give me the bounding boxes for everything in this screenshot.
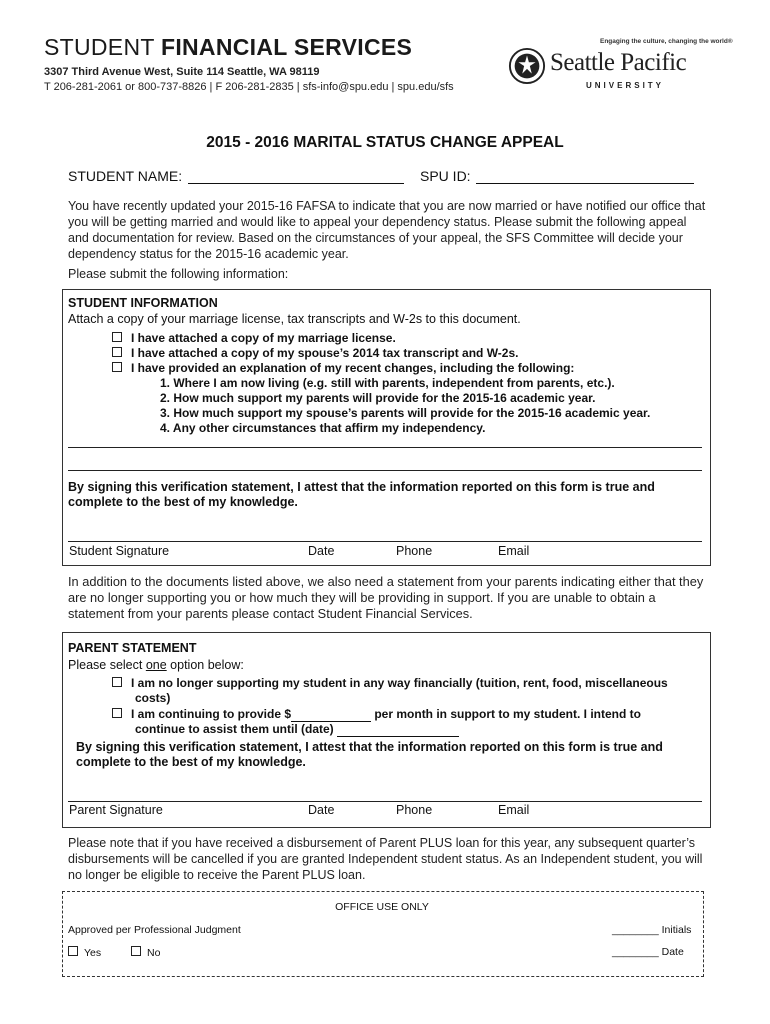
spu-id-field [420,168,694,184]
numbered-item: 2. How much support my parents will provide for the 2015-16 academic year. [160,391,596,405]
university-logo-subtitle: UNIVERSITY [586,81,665,90]
department-title [44,34,412,61]
checkbox-icon[interactable] [68,946,78,956]
plus-loan-note: Please note that if you have received a disbursement of Parent PLUS loan for this year, any subsequent quarter’s disbursements will be cancelled if you are granted Independent student status. As an Independent student, you will no longer be eligible to receive the Parent PLUS loan. [68,836,703,882]
parent-attest-line-2: complete to the best of my knowledge. [76,755,306,769]
parent-email-label: Email [498,803,530,817]
student-name-field [68,168,404,184]
department-title-bold: FINANCIAL SERVICES [160,34,413,60]
student-attest-line-1: By signing this verification statement, I attest that the information reported on this form is true and [68,480,655,494]
option-continuing-until-label: continue to assist them until (date) [135,722,338,736]
numbered-item: 1. Where I am now living (e.g. still with parents, independent from parents, etc.). [160,376,615,390]
explanation-line-1[interactable] [68,447,702,448]
check-marriage-license[interactable] [112,331,396,346]
parent-attest-line-1: By signing this verification statement, I attest that the information reported on this form is true and [76,740,663,754]
check-marriage-license-label: I have attached a copy of my marriage license. [131,331,396,345]
student-name-label: STUDENT NAME: [68,168,183,184]
office-date-field[interactable]: ________ Date [612,946,684,958]
parent-date-label: Date [308,803,335,817]
support-end-date-input[interactable] [337,724,459,737]
check-explanation-label: I have provided an explanation of my recent changes, including the following: [131,361,575,375]
checkbox-icon[interactable] [112,362,122,372]
spu-id-label: SPU ID: [420,168,471,184]
student-information-instruction: Attach a copy of your marriage license, tax transcripts and W-2s to this document. [68,312,521,326]
form-title: 2015 - 2016 MARITAL STATUS CHANGE APPEAL [206,134,564,151]
student-information-heading: STUDENT INFORMATION [68,296,218,310]
student-signature-line[interactable] [68,541,702,542]
submit-instruction: Please submit the following information: [68,267,289,281]
parent-statement-heading: PARENT STATEMENT [68,641,197,655]
university-logo-name: Seattle Pacific [550,49,687,76]
department-address: 3307 Third Avenue West, Suite 114 Seattle, WA 98119 [44,66,320,78]
parent-phone-label: Phone [396,803,433,817]
check-spouse-tax-label: I have attached a copy of my spouse’s 2014 tax transcript and W-2s. [131,346,519,360]
check-explanation[interactable] [112,361,574,376]
university-logo-icon [508,47,546,85]
option-no-support-cont: costs) [135,691,171,705]
option-continuing-cont [135,722,459,737]
student-phone-label: Phone [396,544,433,558]
university-tagline: Engaging the culture, changing the world® [600,38,733,45]
office-yes-label: Yes [84,947,102,959]
office-approved-label: Approved per Professional Judgment [68,924,241,936]
checkbox-icon[interactable] [112,347,122,357]
numbered-item: 3. How much support my spouse’s parents will provide for the 2015-16 academic year. [160,406,651,420]
student-name-input[interactable] [188,169,404,184]
office-no-label: No [147,947,161,959]
office-use-title: OFFICE USE ONLY [335,901,429,913]
office-initials-field[interactable]: ________ Initials [612,924,692,936]
office-yes-option[interactable] [68,946,101,959]
department-contact: T 206-281-2061 or 800-737-8826 | F 206-281-2835 | sfs-info@spu.edu | spu.edu/sfs [44,81,454,93]
parent-signature-line[interactable] [68,801,702,802]
office-no-option[interactable] [131,946,160,959]
monthly-amount-input[interactable] [291,709,371,722]
checkbox-icon[interactable] [112,677,122,687]
parent-select-pre: Please select [68,658,146,672]
checkbox-icon[interactable] [112,332,122,342]
intro-paragraph: You have recently updated your 2015-16 FAFSA to indicate that you are now married or have notified our office that you will be getting married and would like to appeal your dependency status. Please submit the following appeal and documentation for review. Based on the circumstances of your appeal, the SFS Committee will decide your dependency status for the 2015-16 academic year. [68,199,706,261]
check-spouse-tax[interactable] [112,346,518,361]
student-email-label: Email [498,544,530,558]
option-no-support-label: I am no longer supporting my student in any way financially (tuition, rent, food, miscellaneous [131,676,668,690]
numbered-item: 4. Any other circumstances that affirm my independency. [160,421,486,435]
option-continuing-label-a: I am continuing to provide $ [131,707,292,721]
student-date-label: Date [308,544,335,558]
option-continuing-support[interactable] [112,707,641,722]
parents-note-paragraph: In addition to the documents listed above, we also need a statement from your parents indicating either that they are no longer supporting you or how much they will be providing in support. If you are unable to obtain a statement from your parents please contact Student Financial Services. [68,574,704,621]
student-attest-line-2: complete to the best of my knowledge. [68,495,298,509]
department-title-light: STUDENT [44,34,161,60]
option-continuing-label-b: per month in support to my student. I intend to [371,707,641,721]
checkbox-icon[interactable] [131,946,141,956]
explanation-line-2[interactable] [68,470,702,471]
parent-select-emphasis: one [145,658,167,672]
student-signature-label: Student Signature [69,544,170,558]
spu-id-input[interactable] [476,169,694,184]
parent-select-post: option below: [166,658,244,672]
checkbox-icon[interactable] [112,708,122,718]
option-no-support[interactable] [112,676,668,691]
parent-signature-label: Parent Signature [69,803,163,817]
parent-select-instruction [68,657,244,673]
